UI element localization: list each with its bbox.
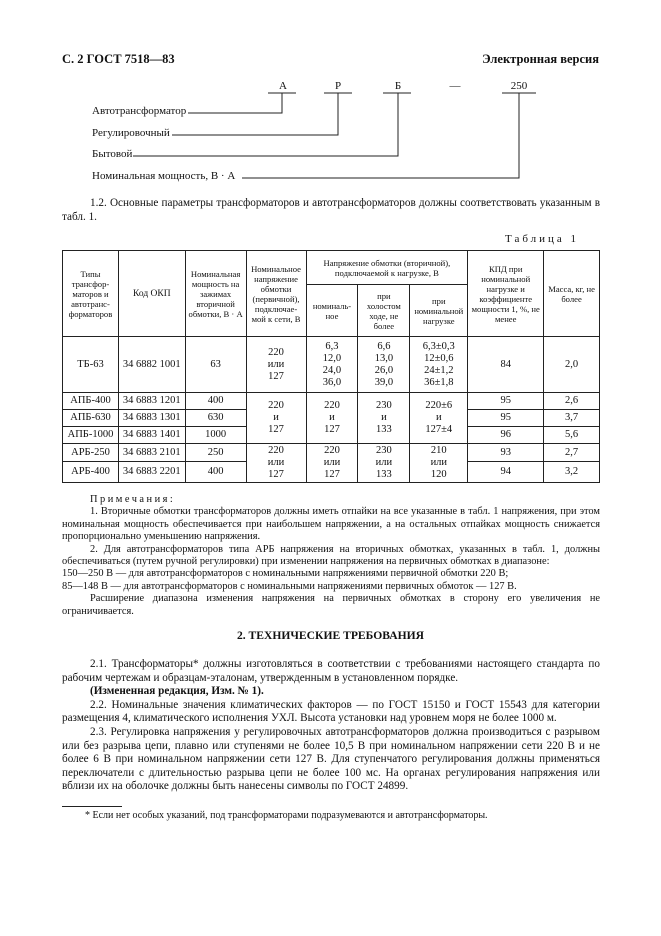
header-secondary-group: Напряжение обмотки (вторичной), подключаемой к нагрузке, В: [306, 251, 468, 285]
code-letter-b: Б: [394, 80, 402, 92]
page-header-left: С. 2 ГОСТ 7518—83: [62, 52, 175, 66]
page-header-right: Электронная версия: [482, 52, 599, 66]
header-sec-nominal: номиналь-ное: [306, 285, 358, 337]
code-letter-r: Р: [334, 80, 342, 92]
code-label-power: Номинальная мощность, В · А: [92, 170, 236, 182]
header-primary: Номинальное напряжение обмотки (первичной), подключае-мой к сети, В: [246, 251, 306, 337]
code-dash: —: [449, 80, 461, 92]
notes-title: Примечания:: [90, 494, 176, 505]
paragraph-1-2: 1.2. Основные параметры трансформаторов и автотрансформаторов должны соответствовать указанным в табл. 1.: [62, 197, 600, 223]
paragraph-2-1-edit: (Измененная редакция, Изм. № 1).: [90, 685, 264, 698]
footnote-rule: [62, 806, 122, 807]
table-row: АРБ-250 34 6883 2101 250 220 или 127 220 или 127 230 или 133 210 или 120 93 2,7: [63, 444, 600, 462]
table-row: ТБ-63 34 6882 1001 63 220 или 127 6,3 12,0 24,0 36,0 6,6 13,0 26,0 39,0 6,3±0,3 12±0,6 24±1,2 36±1,8 84 2,0: [63, 337, 600, 393]
table-caption: Таблица 1: [505, 233, 580, 245]
code-label-regulating: Регулировочный: [92, 127, 170, 139]
header-power: Номинальная мощность на зажимах вторичной обмотки, В · А: [185, 251, 246, 337]
note-2a: 150—250 В — для автотрансформаторов с номинальными напряжениями первичной обмотки 220 В;: [62, 568, 509, 580]
footnote: * Если нет особых указаний, под трансформаторами подразумеваются и автотрансформаторы.: [85, 810, 488, 821]
code-power: 250: [510, 80, 528, 92]
header-sec-load: при номинальной нагрузке: [410, 285, 468, 337]
header-mass: Масса, кг, не более: [544, 251, 600, 337]
note-2b: 85—148 В — для автотрансформаторов с номинальными напряжениями первичных обмоток — 127 В.: [62, 580, 517, 592]
section-2-body: [62, 658, 600, 794]
note-2: 2. Для автотрансформаторов типа АРБ напряжения на вторичных обмотках, указанных в табл. 1, должны обеспечиваться (путем ручной регулировки) при изменении напряжения на первичных обмотках в диапазоне:: [62, 543, 600, 568]
table-1: [62, 250, 600, 483]
paragraph-2-2: 2.2. Номинальные значения климатических факторов — по ГОСТ 15150 и ГОСТ 15543 для категории размещения 4, климатического исполнения УХЛ. Высота установки над уровнем моря не более 1000 м.: [62, 698, 600, 725]
note-2c: Расширение диапазона изменения напряжения на первичных обмотках в сторону его увеличения не ограничивается.: [62, 593, 600, 617]
table-row: АРБ-400 34 6883 2201 400 94 3,2: [63, 462, 600, 483]
header-okp: Код ОКП: [118, 251, 185, 337]
table-row: АПБ-630 34 6883 1301 630 95 3,7: [63, 410, 600, 427]
header-kpd: КПД при номинальной нагрузке и коэффициенте мощности 1, %, не менее: [468, 251, 544, 337]
table-row: АПБ-400 34 6883 1201 400 220 и 127 220 и 127 230 и 133 220±6 и 127±4 95 2,6: [63, 393, 600, 410]
header-sec-idle: при холостом ходе, не более: [358, 285, 410, 337]
note-1: 1. Вторичные обмотки трансформаторов должны иметь отпайки на все указанные в табл. 1 напряжения, при этом номинальная мощность обеспечивается при наибольшем напряжении, а на остальных отпайках мощность снижается пропорционально уменьшению напряжения.: [62, 506, 600, 543]
section-title: 2. ТЕХНИЧЕСКИЕ ТРЕБОВАНИЯ: [236, 629, 425, 642]
table-row: АПБ-1000 34 6883 1401 1000 96 5,6: [63, 427, 600, 444]
paragraph-2-1: 2.1. Трансформаторы* должны изготовляться в соответствии с требованиями настоящего стандарта по рабочим чертежам и образцам-эталонам, утвержденным в установленном порядке.: [62, 658, 600, 684]
table-notes: [62, 494, 600, 618]
code-label-household: Бытовой: [92, 148, 133, 160]
header-types: Типы трансфор-маторов и автотранс-форматоров: [63, 251, 119, 337]
paragraph-2-3: 2.3. Регулировка напряжения у регулировочных автотрансформаторов должна производиться с разрывом или без разрыва цепи, плавно или ступенями не более 10,5 В при номинальном напряжении сети 220 В и не более 6 В при номинальном напряжении сети 127 В. Для ступенчатого регулирования должны применяться переключатели с длительностью разрыва цепи не более 100 мс. На органах регулирования напряжения или вблизи их на оболочке должны быть нанесены символы по ГОСТ 24899.: [62, 725, 600, 793]
code-label-autotransformer: Автотрансформатор: [92, 105, 187, 117]
code-letter-a: А: [279, 80, 287, 92]
